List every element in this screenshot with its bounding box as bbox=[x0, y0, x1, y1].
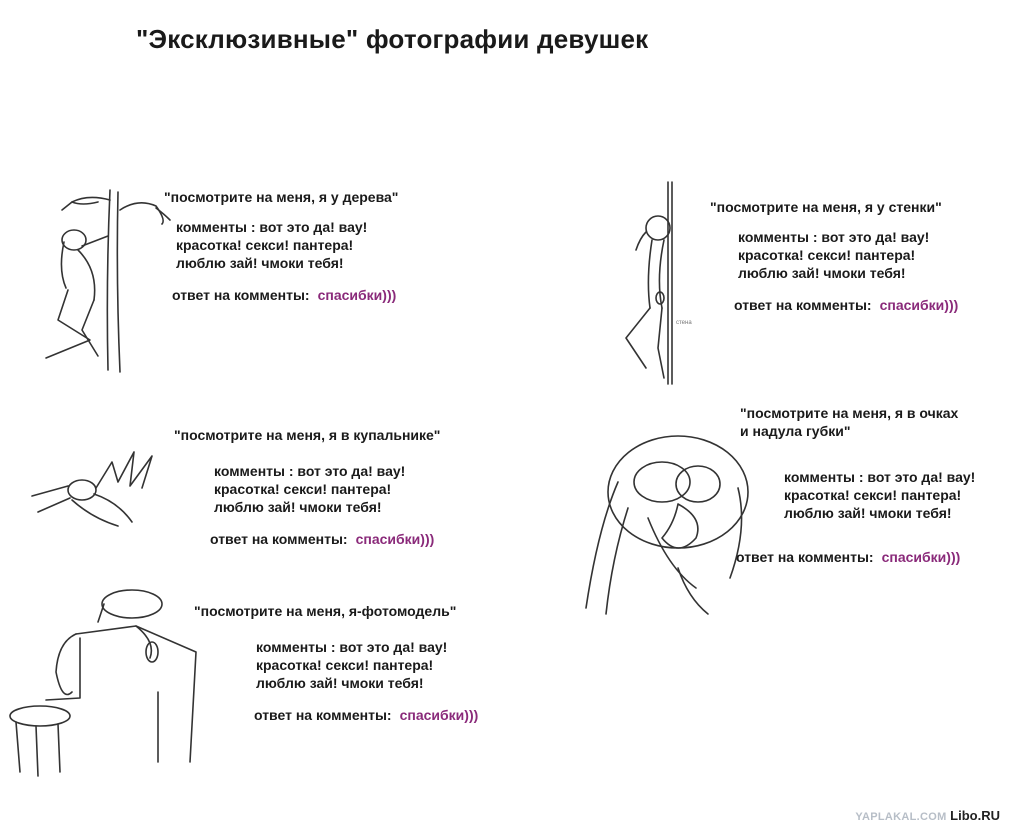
reply-line bbox=[172, 286, 398, 304]
comment-line: красотка! секси! пантера! bbox=[738, 247, 916, 263]
panel-wall bbox=[710, 198, 958, 314]
comments-block bbox=[784, 468, 975, 522]
reply-label: ответ на комменты: bbox=[172, 287, 310, 303]
comments-block bbox=[256, 638, 478, 692]
comments-block bbox=[214, 462, 440, 516]
comment-line: комменты : вот это да! вау! bbox=[738, 229, 930, 245]
reply-value: спасибки))) bbox=[355, 531, 435, 547]
panel-caption: "посмотрите на меня, я у дерева" bbox=[164, 189, 399, 205]
panel-tree bbox=[164, 188, 398, 304]
comment-line: комменты : вот это да! вау! bbox=[214, 463, 406, 479]
comment-line: красотка! секси! пантера! bbox=[214, 481, 392, 497]
comment-line: люблю зай! чмоки тебя! bbox=[256, 675, 424, 691]
sketch-girl-at-wall bbox=[616, 178, 706, 388]
reply-value: спасибки))) bbox=[881, 549, 961, 565]
comment-line: красотка! секси! пантера! bbox=[784, 487, 962, 503]
sketch-girl-in-swimsuit bbox=[22, 442, 172, 532]
reply-value: спасибки))) bbox=[399, 707, 479, 723]
reply-line bbox=[734, 296, 958, 314]
panel-caption: "посмотрите на меня, я в очках bbox=[740, 405, 959, 421]
reply-label: ответ на комменты: bbox=[254, 707, 392, 723]
comment-line: комменты : вот это да! вау! bbox=[256, 639, 448, 655]
comments-block bbox=[176, 218, 398, 272]
sketch-girl-at-tree bbox=[38, 180, 178, 380]
watermark-libo: Libo.RU bbox=[950, 808, 1000, 823]
reply-line bbox=[254, 706, 478, 724]
reply-label: ответ на комменты: bbox=[736, 549, 874, 565]
panel-caption: "посмотрите на меня, я у стенки" bbox=[710, 199, 942, 215]
comment-line: люблю зай! чмоки тебя! bbox=[738, 265, 906, 281]
comment-line: люблю зай! чмоки тебя! bbox=[784, 505, 952, 521]
reply-line bbox=[210, 530, 440, 548]
reply-label: ответ на комменты: bbox=[734, 297, 872, 313]
panel-caption-line-2: и надула губки" bbox=[740, 423, 851, 439]
comment-line: люблю зай! чмоки тебя! bbox=[214, 499, 382, 515]
watermark-yaplakal: YAPLAKAL.COM bbox=[855, 811, 947, 823]
comment-line: комменты : вот это да! вау! bbox=[784, 469, 976, 485]
panel-caption: "посмотрите на меня, я-фотомодель" bbox=[194, 603, 457, 619]
reply-value: спасибки))) bbox=[317, 287, 397, 303]
comments-block bbox=[738, 228, 958, 282]
reply-label: ответ на комменты: bbox=[210, 531, 348, 547]
comment-line: комменты : вот это да! вау! bbox=[176, 219, 368, 235]
reply-line bbox=[736, 548, 975, 566]
panel-caption: "посмотрите на меня, я в купальнике" bbox=[174, 427, 441, 443]
panel-photomodel bbox=[194, 602, 478, 724]
reply-value: спасибки))) bbox=[879, 297, 959, 313]
comment-line: люблю зай! чмоки тебя! bbox=[176, 255, 344, 271]
sketch-girl-photomodel bbox=[6, 582, 206, 782]
panel-swimsuit bbox=[174, 426, 440, 548]
comment-line: красотка! секси! пантера! bbox=[176, 237, 354, 253]
panel-glasses bbox=[736, 404, 976, 566]
wall-label: стена bbox=[676, 320, 692, 326]
watermark bbox=[855, 808, 1000, 823]
page-title: "Эксклюзивные" фотографии девушек bbox=[136, 24, 649, 54]
comment-line: красотка! секси! пантера! bbox=[256, 657, 434, 673]
